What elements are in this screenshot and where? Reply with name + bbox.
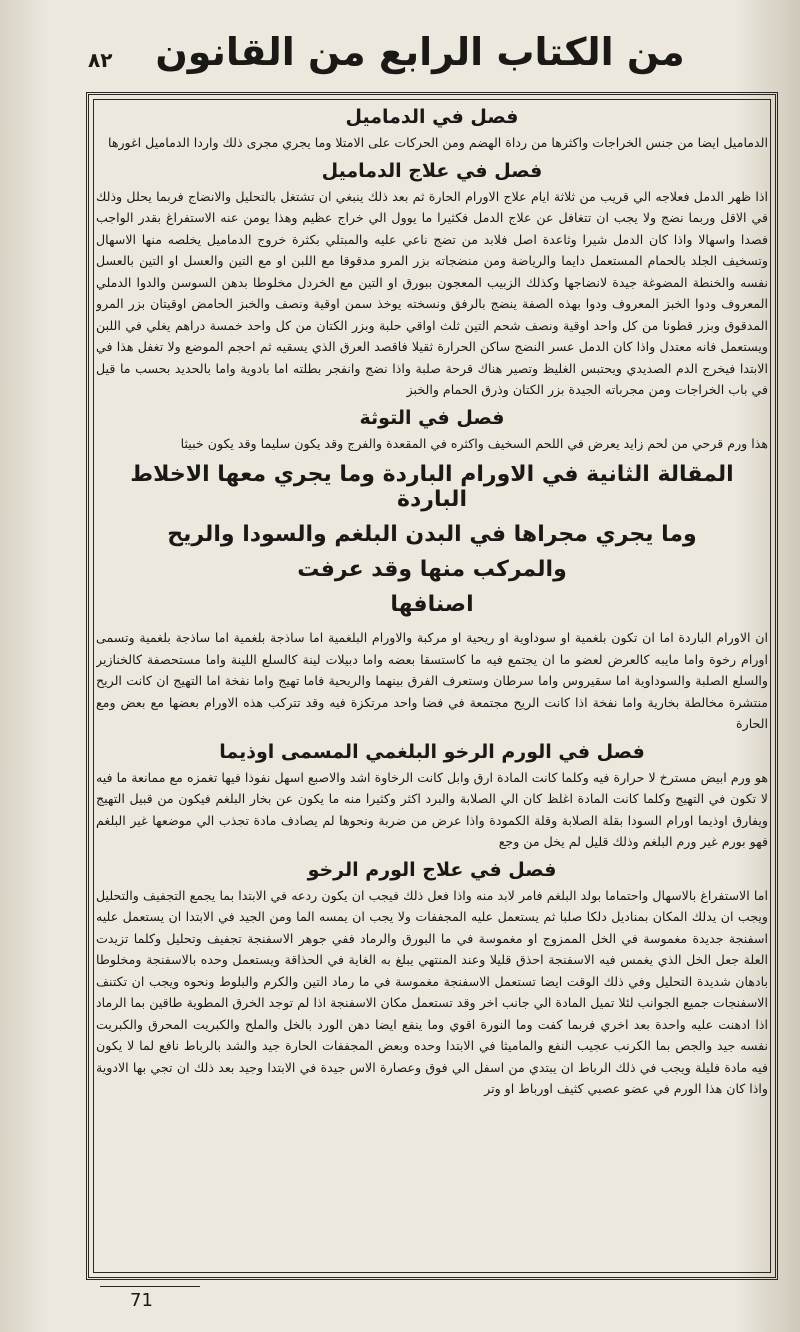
- body-paragraph: الدماميل ايضا من جنس الخراجات واكثرها من رداة الهضم ومن الحركات على الامتلا وما يجري مجرى ذلك واردا الدماميل اغورها: [108, 135, 768, 150]
- running-title: من الكتاب الرابع من القانون: [155, 30, 685, 74]
- section-heading: المقالة الثانية في الاورام الباردة وما يجري معها الاخلاط الباردة: [130, 462, 734, 512]
- section-heading: فصل في علاج الورم الرخو: [307, 858, 557, 881]
- page-body: [96, 100, 768, 1272]
- body-paragraph: اذا ظهر الدمل فعلاجه الي قريب من ثلاثة ايام علاج الاورام الحارة ثم بعد ذلك ينبغي ان تشتغل بالتحليل والانضاج فربما يحلل وذلك في الاقل وربما نضج ولا يجب ان تتغافل عن علاج الدمل فكثيرا ما يوول الي خراج عظيم وهذا يومن عنه الاستفراغ بقدر الواجب فصدا واسهالا واذا كان الدمل شيرا وثاعدة اصل فلابد من تضج ناعي عليه والمبتلي بكثرة خروج الدماميل يخلصه منها الاسهال وتسخيف الجلد بالحمام المستعمل دايما والرياضة ومن منضجاته بزر المرو مدقوقا مع اللبن او مع التين والعسل او التين بالعسل نفسه والخنطة المضوغة جيدة لانضاجها وكذلك الزبيب المعجون ببورق او التين مع الخردل مخلوطا بدهن السوسن والدوا الدملي المعروف ودوا الخبز المعروف ودوا بهذه الصفة ينضج بالرفق ونسخته يوخذ سمن اوقية ونصف والخبز الحامض اوقيتان بزر المرو المدقوق وبزر قطونا من كل واحد اوقية ونصف شحم التين ثلث اواقي حلبة وبزر الكتان من كل واحد خمسة دراهم يغلي في اللبن ويستعمل فانه معتدل واذا كان الدمل عسر النضج ساكن الحرارة ثقيلا فاقصد العرق الذي يسقيه ثم احجم الموضع ولا تغفل هذا في الابتدا فيخرج الدم الصديدي ويحتبس الغليظ وتصير هناك قرحة صلبة واذا نضج وانفجر بطلته اما بادوية واما بالحديد بحسب ما قيل في باب الخراجات ومن مجرباته الجيدة بزر الكتان وذرق الحمام والخبز: [96, 188, 768, 397]
- page-number-top: ٨٢: [88, 48, 113, 72]
- section-heading: اصنافها: [390, 592, 474, 617]
- running-header: [40, 30, 760, 92]
- body-paragraph: ان الاورام الباردة اما ان تكون بلغمية او سوداوية او ريحية او مركبة والاورام البلغمية اما ساذجة بلغمية اما ساذجة بلغمية وتسمى اورام رخوة واما مايبه كالعرض لعضو ما ان يجتمع فيه ما كاستسقا بعضه واما دبيلات لينة كالسلع اللينة واما مستحصفة كالخنازير والسلع الصلبة والسوداوية اما سقيروس واما سرطان وستعرف الفرق بينهما والريحية فاما تهيج واما نفخة اما التهيج ان كانت الريح منتشرة مخالطة بخارية واما نفخة اذا كانت الريح مجتمعة في فضا واحد مرتكزة فيه وقد تتركب هذه الاورام بعضها مع بعض ومع الحارة: [96, 630, 768, 731]
- section-heading: فصل في الورم الرخو البلغمي المسمى اوذيما: [219, 740, 645, 763]
- section-heading: والمركب منها وقد عرفت: [297, 557, 567, 582]
- section-heading: وما يجري مجراها في البدن البلغم والسودا والريح: [167, 522, 697, 547]
- section-heading: فصل في علاج الدماميل: [321, 159, 543, 182]
- body-paragraph: اما الاستفراغ بالاسهال واحتماما بولد البلغم فامر لابد منه واذا فعل ذلك فيجب ان يكون ردعه في الابتدا بما يجمع التجفيف والتحليل ويجب ان يدلك المكان بمناديل دلكا صلبا ثم يستعمل عليه المجففات ولا يجب ان يمسه الما ومن الجيد في الابتدا ان يستعمل عليه اسفنجة جديدة مغموسة في الخل الممزوج او مغموسة في ما البورق والرماد ففي جوهر الاسفنجة تجفيف وتحليل وكلما تزيدت العلة جعل الخل الذي يغمس فيه الاسفنجة احذق قليلا وعند المنتهي يبلغ به الغاية في الحذاقة ويستعمل وحده بالاسفنجة ومخلوطا بادهان شديدة التحليل وفي ذلك الوقت ايضا تستعمل الاسفنجة مغموسة في ما رماد التين والكرم والبلوط ونحوه ويجب ان تكتنف الاسفنجات جميع الجوانب لئلا تميل المادة الي جانب اخر وقد تستعمل مكان الاسفنجة اذا لم توجد الخرق المطوية طاقين بما الرماد اذا ادهنت عليه واحدة بعد اخري فربما كفت وما النورة اقوي وما ينفع ايضا دهن الورد بالخل والملح والكبريت المحرق والكبريت نفسه جيد والجص بما الكرنب عجيب النفع والماميثا في الابتدا وحده وبعض المجففات الحارة جيد والشد بالرباط نافع لما لا يكون فيه مادة فليلة ويجب في ذلك الرباط ان يبتدي من اسفل الي فوق وعصارة الاس جيدة في الابتدا وجيد بعد ذلك ان تجي بها الادوية واذا كان هذا الورم في عضو عصبي كثيف اورباط او وتر: [96, 887, 768, 1096]
- page-number-bottom: 71: [130, 1290, 153, 1311]
- section-heading: فصل في التوثة: [359, 406, 505, 429]
- body-paragraph: هذا ورم قرحي من لحم زايد يعرض في اللحم السخيف واكثره في المقعدة والفرج وقد يكون سليما وقد يكون خبيثا: [180, 435, 768, 451]
- footer-rule: [100, 1286, 200, 1287]
- section-heading: فصل في الدماميل: [345, 106, 519, 128]
- body-paragraph: هو ورم ابيض مسترخ لا حرارة فيه وكلما كانت المادة ارق وابل كانت الرخاوة اشد والاصبع اسهل نفوذا فيها تغمزه مع ممانعة ما فيه لا تكون في التهيج وكلما كانت المادة اغلظ كان الي الصلابة والبرد اكثر وكثيرا منه ما يكون عن بخار البلغم فيكون من قبيل التهيج ويفارق اوذيما اورام السودا بقلة الصلابة وقلة الكمودة واذا عرض من ضربة ونحوها لم يصادف مادة تجذب الي موضعها غير البلغم فهو بورم غير ورم البلغم وذلك قليل لم يخل من وجع: [96, 769, 768, 849]
